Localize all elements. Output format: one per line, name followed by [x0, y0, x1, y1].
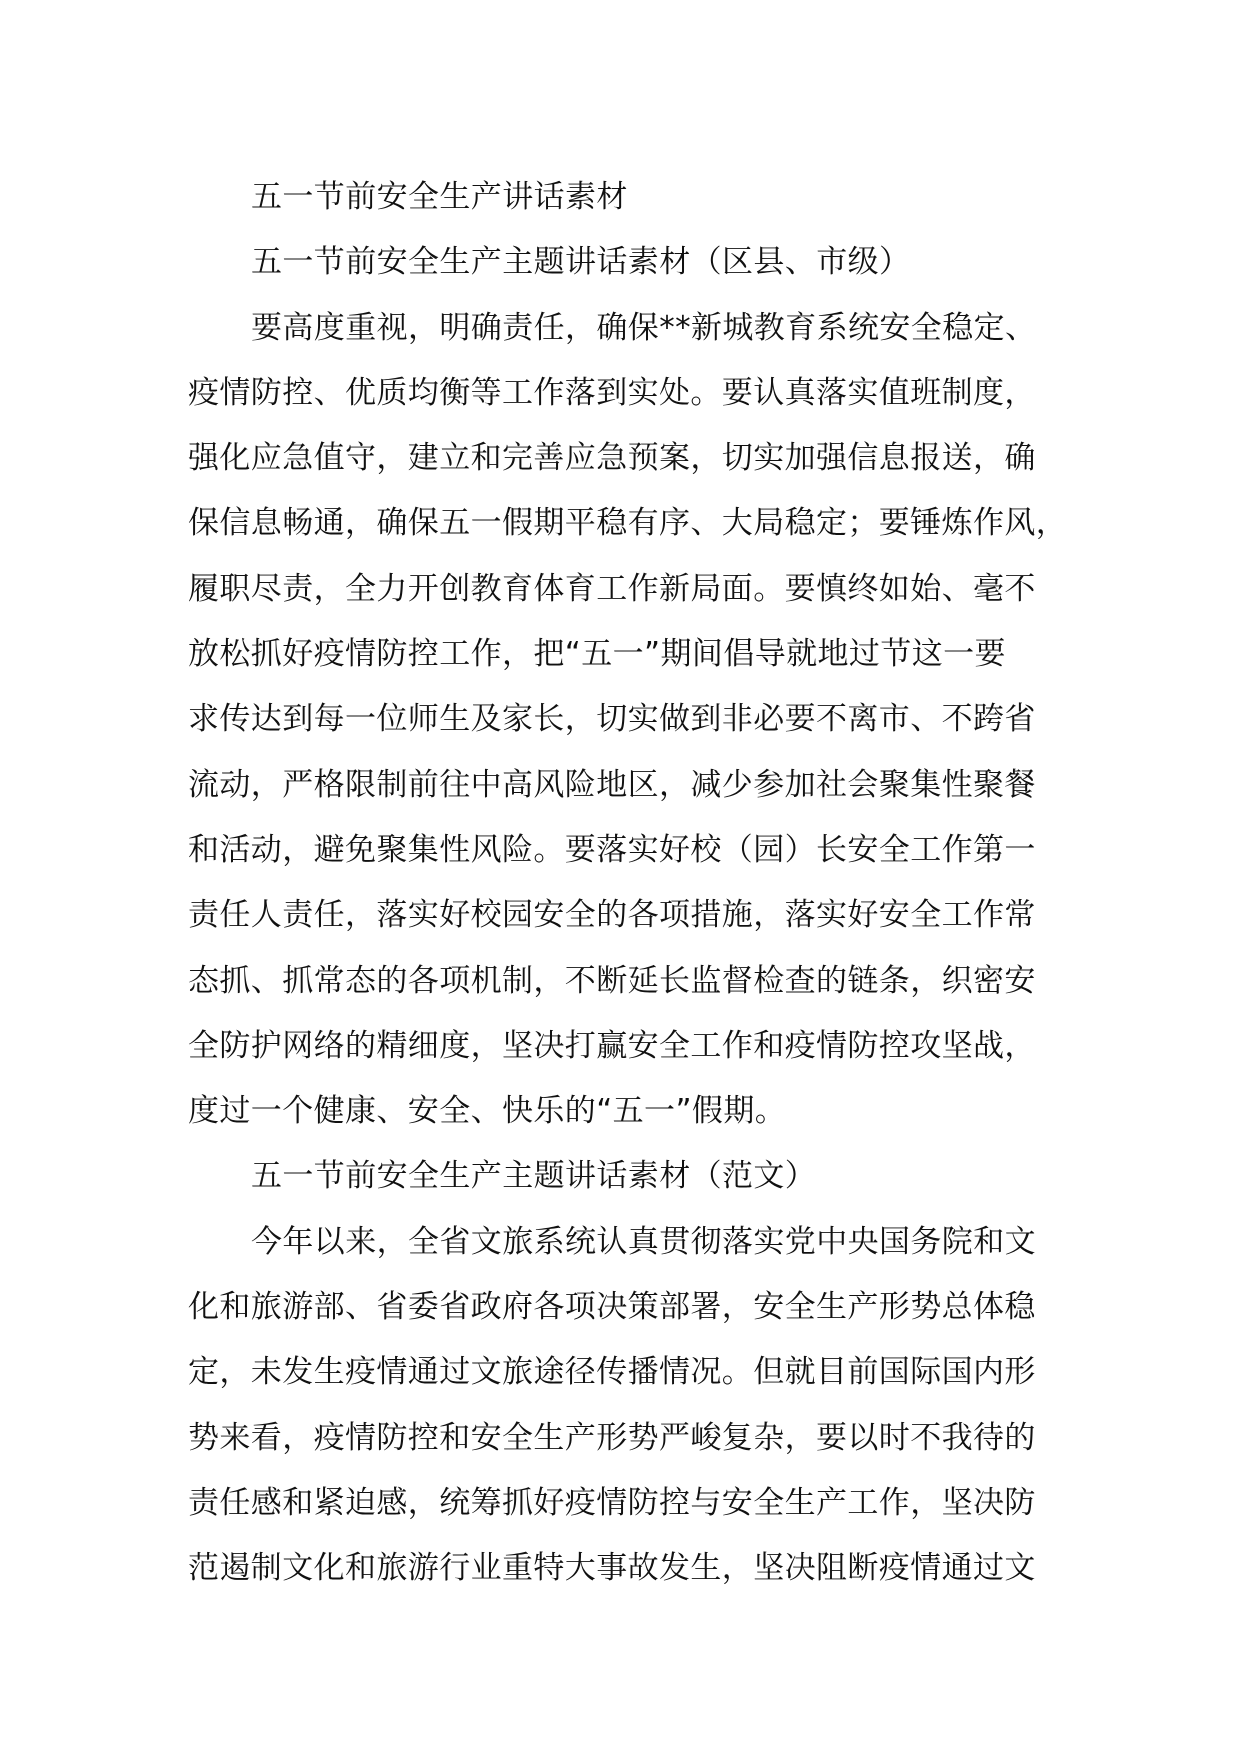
paragraph-line: 履职尽责，全力开创教育体育工作新局面。要慎终如始、毫不: [188, 570, 1036, 607]
paragraph-line: 疫情防控、优质均衡等工作落到实处。要认真落实值班制度，: [188, 374, 1036, 411]
paragraph-line: 保信息畅通，确保五一假期平稳有序、大局稳定；要锤炼作风，: [188, 505, 1068, 542]
paragraph-line: 化和旅游部、省委省政府各项决策部署，安全生产形势总体稳: [188, 1289, 1036, 1326]
paragraph-line: 全防护网络的精细度，坚决打赢安全工作和疫情防控攻坚战，: [188, 1027, 1036, 1064]
paragraph-line: 放松抓好疫情防控工作，把“五一”期间倡导就地过节这一要: [188, 636, 1006, 673]
paragraph-line: 强化应急值守，建立和完善应急预案，切实加强信息报送，确: [188, 440, 1036, 477]
paragraph-line: 势来看，疫情防控和安全生产形势严峻复杂，要以时不我待的: [188, 1419, 1036, 1456]
paragraph-line: 责任感和紧迫感，统筹抓好疫情防控与安全生产工作，坚决防: [188, 1484, 1036, 1521]
paragraph-line: 求传达到每一位师生及家长，切实做到非必要不离市、不跨省: [188, 701, 1036, 738]
paragraph-line: 今年以来，全省文旅系统认真贯彻落实党中央国务院和文: [251, 1223, 1036, 1260]
paragraph-line: 和活动，避免聚集性风险。要落实好校（园）长安全工作第一: [188, 831, 1036, 868]
paragraph-line: 定，未发生疫情通过文旅途径传播情况。但就目前国际国内形: [188, 1354, 1036, 1391]
section-heading: 五一节前安全生产主题讲话素材（区县、市级）: [251, 244, 911, 281]
paragraph-line: 范遏制文化和旅游行业重特大事故发生，坚决阻断疫情通过文: [188, 1550, 1036, 1587]
document-body: [188, 165, 1088, 1602]
paragraph-line: 要高度重视，明确责任，确保**新城教育系统安全稳定、: [251, 309, 1037, 346]
paragraph-line: 度过一个健康、安全、快乐的“五一”假期。: [188, 1093, 787, 1130]
section-heading: 五一节前安全生产主题讲话素材（范文）: [251, 1158, 817, 1195]
paragraph-line: 态抓、抓常态的各项机制，不断延长监督检查的链条，织密安: [188, 962, 1036, 999]
paragraph-line: 流动，严格限制前往中高风险地区，减少参加社会聚集性聚餐: [188, 766, 1036, 803]
paragraph-line: 责任人责任，落实好校园安全的各项措施，落实好安全工作常: [188, 897, 1036, 934]
document-title: 五一节前安全生产讲话素材: [251, 179, 628, 215]
